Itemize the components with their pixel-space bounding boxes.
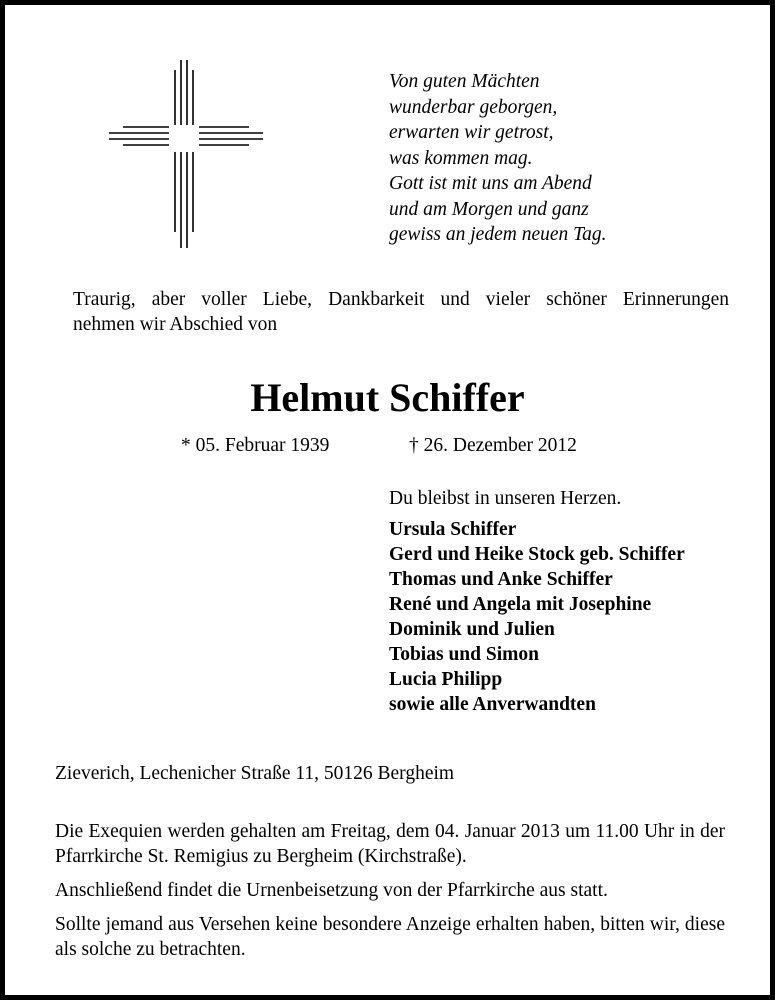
list-item: Thomas und Anke Schiffer <box>389 569 613 590</box>
poem-line: Von guten Mächten <box>389 71 540 92</box>
poem-line: was kommen mag. <box>389 147 533 169</box>
intro-line: nehmen wir Abschied von <box>73 314 278 335</box>
birth-date: * 05. Februar 1939 <box>181 435 330 456</box>
mourners-list <box>389 517 685 717</box>
list-item: Tobias und Simon <box>389 644 539 665</box>
poem-line: wunderbar geborgen, <box>389 96 558 118</box>
list-item: Lucia Philipp <box>389 669 503 690</box>
death-date: † 26. Dezember 2012 <box>409 435 577 456</box>
cross-icon <box>105 60 267 250</box>
list-item: Gerd und Heike Stock geb. Schiffer <box>389 544 685 565</box>
deceased-name: Helmut Schiffer <box>250 375 525 420</box>
poem-line: Gott ist mit uns am Abend <box>389 173 592 194</box>
list-item: Dominik und Julien <box>389 619 555 640</box>
poem-line: erwarten wir getrost, <box>389 122 554 143</box>
poem-line: und am Morgen und ganz <box>389 198 589 220</box>
service-paragraph: Die Exequien werden gehalten am Freitag, dem 04. Januar 2013 um 11.00 Uhr in der Pfarrkirche St. Remigius zu Bergheim (Kirchstraße). <box>55 821 725 867</box>
intro-text <box>73 287 729 337</box>
list-item: sowie alle Anverwandten <box>389 694 596 715</box>
poem-line: gewiss an jedem neuen Tag. <box>389 224 607 245</box>
farewell-line: Du bleibst in unseren Herzen. <box>389 488 622 509</box>
address: Zieverich, Lechenicher Straße 11, 50126 Bergheim <box>55 763 455 784</box>
service-paragraph: Sollte jemand aus Versehen keine besondere Anzeige erhalten haben, bitten wir, diese als solche zu betrachten. <box>55 914 725 960</box>
service-details <box>55 819 725 971</box>
service-paragraph: Anschließend findet die Urnenbeisetzung von der Pfarrkirche aus statt. <box>55 880 608 901</box>
list-item: Ursula Schiffer <box>389 519 517 540</box>
poem <box>389 69 719 248</box>
list-item: René und Angela mit Josephine <box>389 594 652 615</box>
intro-line: Traurig, aber voller Liebe, Dankbarkeit und vieler schöner Erinnerungen <box>73 289 729 310</box>
